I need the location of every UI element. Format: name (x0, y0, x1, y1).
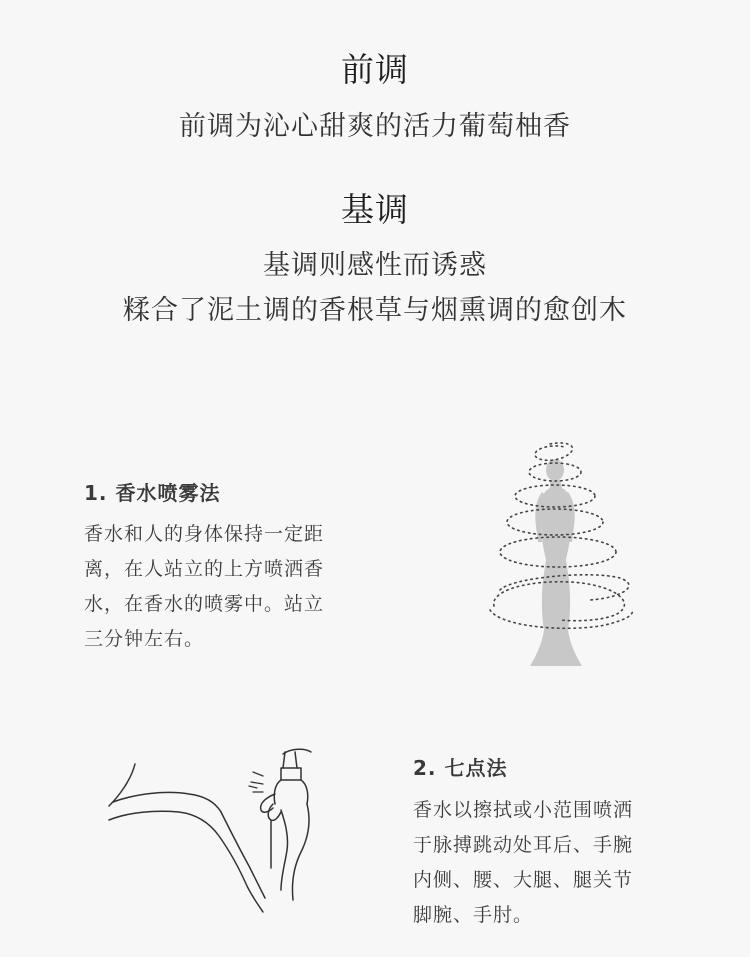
method-2-line: 内侧、腰、大腿、腿关节 (413, 869, 634, 891)
method-1-line: 香水和人的身体保持一定距 (84, 523, 325, 545)
woman-spray-mist-illustration (470, 430, 640, 675)
base-notes-title: 基调 (341, 190, 409, 229)
method-1-title: 1. 香水喷雾法 (84, 481, 221, 505)
arm-spray-bottle-illustration (105, 740, 320, 915)
top-notes-description: 前调为沁心甜爽的活力葡萄柚香 (179, 111, 571, 142)
woman-silhouette-icon (530, 459, 582, 666)
method-2-line: 脚腕、手肘。 (413, 904, 534, 926)
base-notes-description-line-2: 糅合了泥土调的香根草与烟熏调的愈创木 (123, 295, 627, 326)
method-1-description (84, 517, 324, 657)
spray-bottle-icon (274, 749, 311, 804)
method-2-line: 于脉搏跳动处耳后、手腕 (413, 834, 634, 856)
method-2-description (413, 793, 633, 933)
method-2-line: 香水以擦拭或小范围喷洒 (413, 799, 634, 821)
base-notes-description-line-1: 基调则感性而诱惑 (263, 250, 487, 281)
method-1-line: 水，在香水的喷雾中。站立 (84, 593, 325, 615)
hand-icon (261, 794, 309, 900)
method-1-line: 三分钟左右。 (84, 628, 205, 650)
arm-icon (109, 764, 265, 912)
method-2-title: 2. 七点法 (413, 756, 508, 780)
method-1-line: 离，在人站立的上方喷洒香 (84, 558, 325, 580)
top-notes-title: 前调 (341, 50, 409, 89)
spray-lines-icon (249, 772, 263, 792)
